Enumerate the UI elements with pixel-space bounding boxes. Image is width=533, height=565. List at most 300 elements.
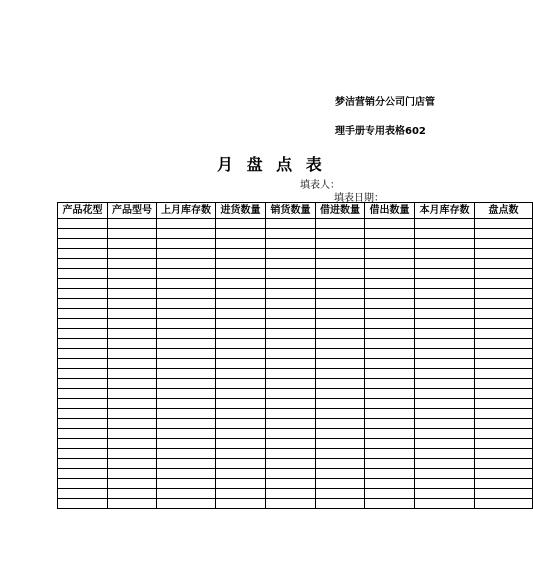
table-cell[interactable] — [157, 219, 216, 229]
table-cell[interactable] — [365, 449, 415, 459]
table-cell[interactable] — [266, 409, 316, 419]
table-cell[interactable] — [475, 409, 533, 419]
table-cell[interactable] — [415, 489, 475, 499]
table-cell[interactable] — [58, 409, 108, 419]
table-cell[interactable] — [475, 359, 533, 369]
table-cell[interactable] — [108, 419, 157, 429]
table-cell[interactable] — [475, 469, 533, 479]
table-cell[interactable] — [415, 329, 475, 339]
table-cell[interactable] — [266, 299, 316, 309]
table-cell[interactable] — [316, 369, 365, 379]
table-cell[interactable] — [266, 279, 316, 289]
table-cell[interactable] — [216, 399, 266, 409]
table-cell[interactable] — [157, 309, 216, 319]
table-row — [58, 399, 533, 409]
table-cell[interactable] — [157, 469, 216, 479]
table-row — [58, 349, 533, 359]
table-cell[interactable] — [157, 399, 216, 409]
table-cell[interactable] — [266, 319, 316, 329]
table-row — [58, 379, 533, 389]
table-cell[interactable] — [266, 369, 316, 379]
table-cell[interactable] — [216, 359, 266, 369]
table-cell[interactable] — [415, 379, 475, 389]
table-cell[interactable] — [58, 359, 108, 369]
column-header: 盘点数 — [475, 203, 533, 219]
table-cell[interactable] — [475, 379, 533, 389]
table-cell[interactable] — [415, 409, 475, 419]
table-cell[interactable] — [108, 489, 157, 499]
table-cell[interactable] — [316, 399, 365, 409]
table-cell[interactable] — [157, 239, 216, 249]
table-cell[interactable] — [58, 369, 108, 379]
table-cell[interactable] — [216, 249, 266, 259]
table-cell[interactable] — [157, 339, 216, 349]
table-cell[interactable] — [157, 479, 216, 489]
table-cell[interactable] — [365, 229, 415, 239]
table-cell[interactable] — [266, 489, 316, 499]
table-cell[interactable] — [365, 329, 415, 339]
table-cell[interactable] — [157, 459, 216, 469]
table-cell[interactable] — [108, 429, 157, 439]
table-cell[interactable] — [316, 299, 365, 309]
table-cell[interactable] — [216, 219, 266, 229]
table-cell[interactable] — [415, 319, 475, 329]
table-cell[interactable] — [365, 369, 415, 379]
table-cell[interactable] — [216, 289, 266, 299]
table-cell[interactable] — [216, 369, 266, 379]
table-cell[interactable] — [266, 469, 316, 479]
table-cell[interactable] — [157, 369, 216, 379]
table-cell[interactable] — [58, 279, 108, 289]
table-cell[interactable] — [58, 499, 108, 509]
table-cell[interactable] — [475, 239, 533, 249]
table-cell[interactable] — [365, 359, 415, 369]
table-cell[interactable] — [266, 479, 316, 489]
table-cell[interactable] — [415, 219, 475, 229]
table-cell[interactable] — [316, 359, 365, 369]
table-cell[interactable] — [266, 249, 316, 259]
table-cell[interactable] — [316, 329, 365, 339]
table-row — [58, 359, 533, 369]
table-cell[interactable] — [316, 239, 365, 249]
table-cell[interactable] — [58, 469, 108, 479]
table-cell[interactable] — [475, 399, 533, 409]
table-cell[interactable] — [108, 219, 157, 229]
table-cell[interactable] — [108, 459, 157, 469]
table-row — [58, 219, 533, 229]
table-cell[interactable] — [415, 269, 475, 279]
table-cell[interactable] — [316, 469, 365, 479]
table-cell[interactable] — [365, 469, 415, 479]
table-row — [58, 259, 533, 269]
table-cell[interactable] — [316, 279, 365, 289]
table-row — [58, 269, 533, 279]
table-cell[interactable] — [108, 349, 157, 359]
table-cell[interactable] — [216, 389, 266, 399]
table-cell[interactable] — [157, 409, 216, 419]
table-cell[interactable] — [216, 429, 266, 439]
table-cell[interactable] — [415, 309, 475, 319]
table-cell[interactable] — [475, 269, 533, 279]
table-cell[interactable] — [108, 479, 157, 489]
table-cell[interactable] — [365, 219, 415, 229]
table-cell[interactable] — [216, 319, 266, 329]
table-cell[interactable] — [157, 489, 216, 499]
column-header: 进货数量 — [216, 203, 266, 219]
table-cell[interactable] — [266, 379, 316, 389]
table-cell[interactable] — [365, 279, 415, 289]
table-cell[interactable] — [316, 479, 365, 489]
table-cell[interactable] — [475, 489, 533, 499]
table-cell[interactable] — [157, 379, 216, 389]
table-cell[interactable] — [365, 289, 415, 299]
table-row — [58, 329, 533, 339]
table-cell[interactable] — [266, 459, 316, 469]
table-cell[interactable] — [365, 299, 415, 309]
company-header-line-2: 理手册专用表格602 — [335, 126, 426, 137]
table-cell[interactable] — [266, 219, 316, 229]
table-cell[interactable] — [316, 229, 365, 239]
table-cell[interactable] — [475, 369, 533, 379]
table-row — [58, 279, 533, 289]
table-cell[interactable] — [316, 269, 365, 279]
table-cell[interactable] — [475, 339, 533, 349]
table-row — [58, 289, 533, 299]
table-cell[interactable] — [316, 459, 365, 469]
table-cell[interactable] — [365, 319, 415, 329]
table-cell[interactable] — [415, 279, 475, 289]
table-cell[interactable] — [415, 229, 475, 239]
table-cell[interactable] — [108, 449, 157, 459]
table-cell[interactable] — [266, 449, 316, 459]
table-cell[interactable] — [475, 349, 533, 359]
table-cell[interactable] — [157, 279, 216, 289]
table-cell[interactable] — [216, 379, 266, 389]
table-cell[interactable] — [157, 319, 216, 329]
table-cell[interactable] — [58, 479, 108, 489]
table-cell[interactable] — [108, 399, 157, 409]
column-header: 产品花型 — [58, 203, 108, 219]
table-cell[interactable] — [58, 339, 108, 349]
table-cell[interactable] — [58, 229, 108, 239]
table-cell[interactable] — [157, 429, 216, 439]
table-cell[interactable] — [415, 339, 475, 349]
table-cell[interactable] — [365, 459, 415, 469]
table-cell[interactable] — [108, 409, 157, 419]
table-cell[interactable] — [415, 449, 475, 459]
filler-label: 填表人： — [300, 180, 340, 191]
table-cell[interactable] — [415, 429, 475, 439]
table-cell[interactable] — [157, 349, 216, 359]
table-cell[interactable] — [316, 499, 365, 509]
table-cell[interactable] — [415, 439, 475, 449]
table-cell[interactable] — [58, 439, 108, 449]
table-row — [58, 499, 533, 509]
table-cell[interactable] — [266, 329, 316, 339]
table-cell[interactable] — [157, 499, 216, 509]
table-cell[interactable] — [475, 299, 533, 309]
column-header: 本月库存数 — [415, 203, 475, 219]
table-row — [58, 409, 533, 419]
fill-date-label: 填表日期： — [334, 193, 384, 204]
table-cell[interactable] — [157, 259, 216, 269]
table-cell[interactable] — [475, 459, 533, 469]
table-cell[interactable] — [108, 229, 157, 239]
column-header: 销货数量 — [266, 203, 316, 219]
table-row — [58, 449, 533, 459]
table-cell[interactable] — [365, 269, 415, 279]
table-cell[interactable] — [415, 499, 475, 509]
table-cell[interactable] — [316, 419, 365, 429]
table-row — [58, 309, 533, 319]
table-cell[interactable] — [58, 249, 108, 259]
table-cell[interactable] — [108, 319, 157, 329]
table-cell[interactable] — [266, 499, 316, 509]
column-header: 借出数量 — [365, 203, 415, 219]
table-cell[interactable] — [266, 339, 316, 349]
table-cell[interactable] — [216, 339, 266, 349]
table-cell[interactable] — [157, 249, 216, 259]
table-cell[interactable] — [316, 349, 365, 359]
table-cell[interactable] — [266, 429, 316, 439]
table-cell[interactable] — [475, 499, 533, 509]
table-cell[interactable] — [475, 219, 533, 229]
table-cell[interactable] — [216, 499, 266, 509]
table-cell[interactable] — [216, 329, 266, 339]
table-cell[interactable] — [58, 349, 108, 359]
table-row — [58, 429, 533, 439]
table-cell[interactable] — [266, 359, 316, 369]
table-cell[interactable] — [157, 389, 216, 399]
company-header-line-1: 梦洁营销分公司门店管 — [335, 97, 435, 108]
table-cell[interactable] — [58, 489, 108, 499]
table-cell[interactable] — [108, 249, 157, 259]
table-cell[interactable] — [475, 319, 533, 329]
table-cell[interactable] — [266, 389, 316, 399]
table-cell[interactable] — [316, 319, 365, 329]
table-cell[interactable] — [365, 339, 415, 349]
table-row — [58, 369, 533, 379]
table-cell[interactable] — [415, 479, 475, 489]
table-cell[interactable] — [58, 259, 108, 269]
table-cell[interactable] — [58, 219, 108, 229]
table-row — [58, 319, 533, 329]
column-header: 上月库存数 — [157, 203, 216, 219]
table-cell[interactable] — [58, 319, 108, 329]
table-body — [58, 219, 533, 509]
table-cell[interactable] — [316, 379, 365, 389]
table-cell[interactable] — [58, 329, 108, 339]
table-cell[interactable] — [365, 259, 415, 269]
table-cell[interactable] — [475, 229, 533, 239]
table-cell[interactable] — [475, 329, 533, 339]
table-cell[interactable] — [415, 299, 475, 309]
table-cell[interactable] — [365, 419, 415, 429]
table-cell[interactable] — [415, 389, 475, 399]
table-cell[interactable] — [316, 429, 365, 439]
table-cell[interactable] — [157, 329, 216, 339]
table-cell[interactable] — [475, 249, 533, 259]
table-cell[interactable] — [108, 279, 157, 289]
table-cell[interactable] — [266, 399, 316, 409]
table-cell[interactable] — [475, 439, 533, 449]
table-cell[interactable] — [157, 299, 216, 309]
table-row — [58, 459, 533, 469]
table-cell[interactable] — [108, 389, 157, 399]
column-header: 借进数量 — [316, 203, 365, 219]
table-cell[interactable] — [157, 419, 216, 429]
table-row — [58, 419, 533, 429]
table-cell[interactable] — [58, 299, 108, 309]
table-cell[interactable] — [316, 219, 365, 229]
table-cell[interactable] — [216, 479, 266, 489]
table-cell[interactable] — [475, 289, 533, 299]
table-cell[interactable] — [316, 409, 365, 419]
table-cell[interactable] — [415, 239, 475, 249]
table-cell[interactable] — [415, 469, 475, 479]
table-cell[interactable] — [216, 489, 266, 499]
table-cell[interactable] — [157, 229, 216, 239]
table-cell[interactable] — [415, 349, 475, 359]
table-cell[interactable] — [475, 279, 533, 289]
table-cell[interactable] — [216, 299, 266, 309]
table-cell[interactable] — [216, 409, 266, 419]
table-cell[interactable] — [216, 469, 266, 479]
table-cell[interactable] — [316, 249, 365, 259]
table-row — [58, 489, 533, 499]
column-header: 产品型号 — [108, 203, 157, 219]
table-cell[interactable] — [365, 309, 415, 319]
table-row — [58, 229, 533, 239]
table-cell[interactable] — [365, 399, 415, 409]
table-cell[interactable] — [365, 479, 415, 489]
table-cell[interactable] — [108, 379, 157, 389]
table-header-row — [58, 203, 533, 219]
table-cell[interactable] — [415, 249, 475, 259]
table-cell[interactable] — [266, 309, 316, 319]
table-cell[interactable] — [216, 279, 266, 289]
table-cell[interactable] — [216, 309, 266, 319]
table-cell[interactable] — [108, 439, 157, 449]
table-cell[interactable] — [108, 269, 157, 279]
table-cell[interactable] — [266, 229, 316, 239]
table-cell[interactable] — [216, 239, 266, 249]
table-cell[interactable] — [108, 299, 157, 309]
table-cell[interactable] — [475, 479, 533, 489]
table-cell[interactable] — [475, 309, 533, 319]
table-cell[interactable] — [108, 369, 157, 379]
table-cell[interactable] — [316, 449, 365, 459]
table-cell[interactable] — [216, 269, 266, 279]
table-cell[interactable] — [58, 289, 108, 299]
table-cell[interactable] — [157, 269, 216, 279]
table-cell[interactable] — [266, 259, 316, 269]
table-cell[interactable] — [216, 229, 266, 239]
table-cell[interactable] — [415, 359, 475, 369]
table-row — [58, 439, 533, 449]
table-cell[interactable] — [266, 289, 316, 299]
table-cell[interactable] — [108, 359, 157, 369]
table-cell[interactable] — [415, 419, 475, 429]
table-cell[interactable] — [58, 379, 108, 389]
inventory-table — [57, 202, 533, 509]
table-cell[interactable] — [316, 389, 365, 399]
table-cell[interactable] — [415, 259, 475, 269]
table-cell[interactable] — [157, 289, 216, 299]
table-cell[interactable] — [58, 389, 108, 399]
table-row — [58, 249, 533, 259]
table-cell[interactable] — [365, 439, 415, 449]
table-cell[interactable] — [365, 349, 415, 359]
table-cell[interactable] — [58, 399, 108, 409]
table-cell[interactable] — [157, 439, 216, 449]
table-cell[interactable] — [316, 339, 365, 349]
table-cell[interactable] — [365, 489, 415, 499]
table-cell[interactable] — [475, 429, 533, 439]
table-cell[interactable] — [216, 459, 266, 469]
table-cell[interactable] — [108, 289, 157, 299]
table-cell[interactable] — [365, 379, 415, 389]
table-cell[interactable] — [108, 469, 157, 479]
table-cell[interactable] — [266, 239, 316, 249]
table-cell[interactable] — [108, 339, 157, 349]
table-cell[interactable] — [58, 239, 108, 249]
table-cell[interactable] — [108, 259, 157, 269]
table-cell[interactable] — [475, 419, 533, 429]
table-cell[interactable] — [216, 349, 266, 359]
table-cell[interactable] — [58, 419, 108, 429]
table-cell[interactable] — [415, 289, 475, 299]
table-cell[interactable] — [365, 249, 415, 259]
table-cell[interactable] — [266, 419, 316, 429]
table-cell[interactable] — [475, 449, 533, 459]
table-cell[interactable] — [316, 309, 365, 319]
table-cell[interactable] — [216, 449, 266, 459]
table-cell[interactable] — [365, 409, 415, 419]
table-cell[interactable] — [108, 309, 157, 319]
table-cell[interactable] — [216, 419, 266, 429]
table-cell[interactable] — [157, 359, 216, 369]
table-cell[interactable] — [58, 429, 108, 439]
table-cell[interactable] — [365, 429, 415, 439]
table-cell[interactable] — [475, 259, 533, 269]
table-cell[interactable] — [415, 369, 475, 379]
table-cell[interactable] — [108, 239, 157, 249]
table-cell[interactable] — [415, 399, 475, 409]
table-cell[interactable] — [58, 449, 108, 459]
table-cell[interactable] — [316, 259, 365, 269]
table-cell[interactable] — [475, 389, 533, 399]
table-cell[interactable] — [316, 489, 365, 499]
table-cell[interactable] — [266, 269, 316, 279]
table-cell[interactable] — [316, 289, 365, 299]
table-cell[interactable] — [58, 309, 108, 319]
table-cell[interactable] — [415, 459, 475, 469]
table-cell[interactable] — [365, 239, 415, 249]
table-cell[interactable] — [266, 349, 316, 359]
table-cell[interactable] — [108, 499, 157, 509]
table-cell[interactable] — [365, 499, 415, 509]
table-cell[interactable] — [266, 439, 316, 449]
table-cell[interactable] — [316, 439, 365, 449]
table-cell[interactable] — [108, 329, 157, 339]
table-cell[interactable] — [365, 389, 415, 399]
table-cell[interactable] — [157, 449, 216, 459]
table-cell[interactable] — [58, 459, 108, 469]
table-cell[interactable] — [216, 439, 266, 449]
table-cell[interactable] — [216, 259, 266, 269]
table-cell[interactable] — [58, 269, 108, 279]
